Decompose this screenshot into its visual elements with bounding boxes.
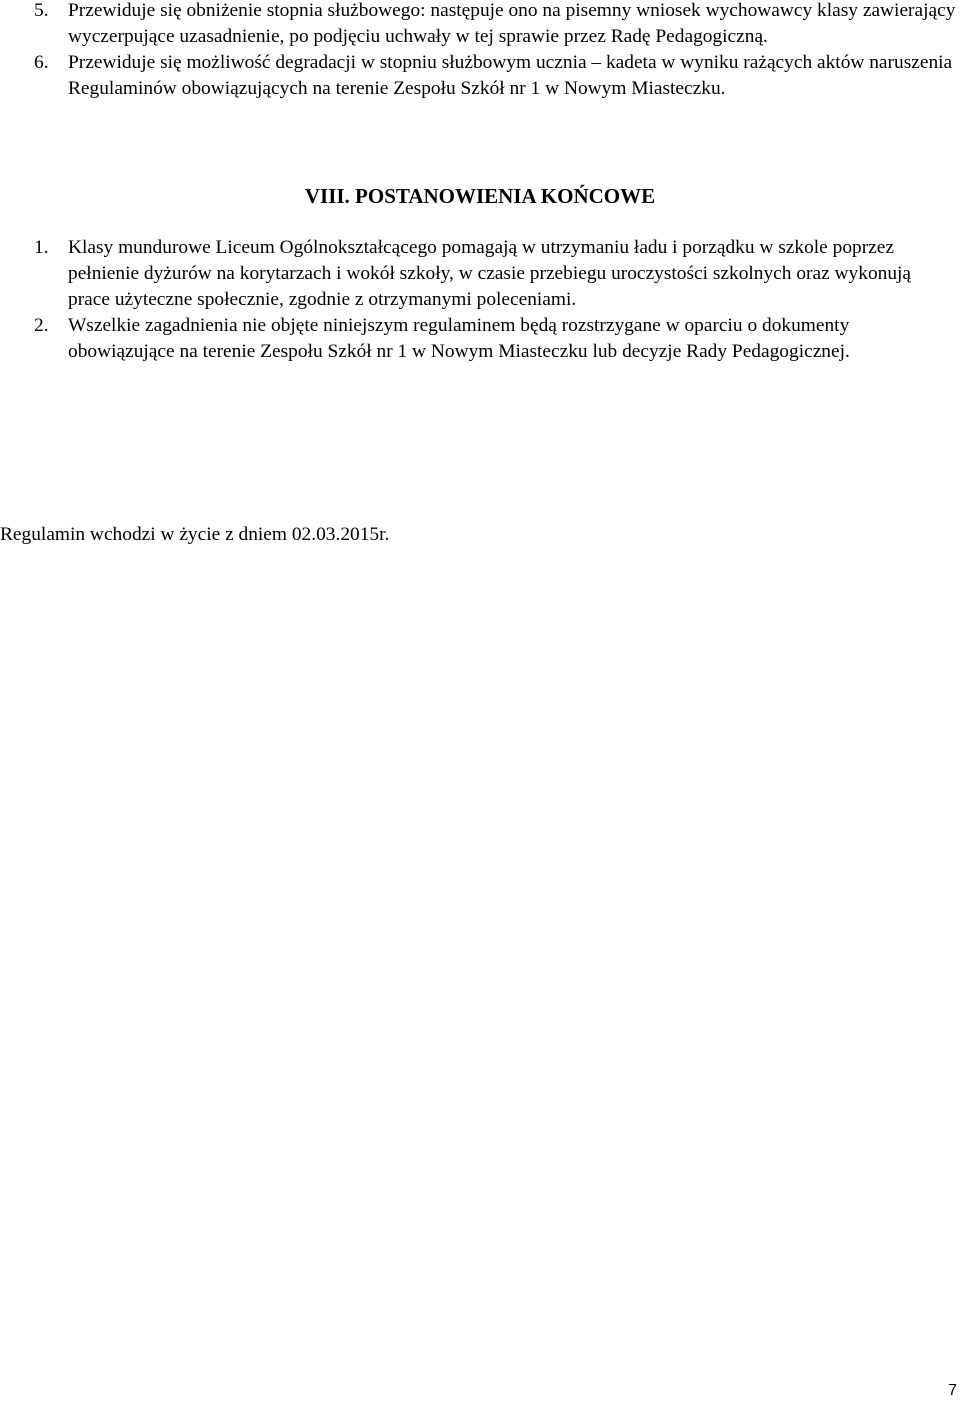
item-text: Wszelkie zagadnienia nie objęte niniejszym regulaminem będą rozstrzygane w oparciu o dokumenty obowiązujące na terenie Zespołu Szkół nr 1 w Nowym Miasteczku lub decyzje Rady Pedagogicznej. xyxy=(68,315,850,362)
page-number: 7 xyxy=(948,1382,957,1399)
item-number: 5. xyxy=(34,0,49,21)
final-provisions-list xyxy=(0,235,960,365)
item-text: Przewiduje się obniżenie stopnia służbowego: następuje ono na pisemny wniosek wychowawcy klasy zawierający wyczerpujące uzasadnienie, po podjęciu uchwały w tej sprawie przez Radę Pedagogiczną. xyxy=(68,0,956,47)
list-item xyxy=(0,235,960,313)
item-number: 1. xyxy=(34,237,49,258)
list-item xyxy=(0,0,960,50)
list-item xyxy=(0,313,960,365)
section-heading-text: VIII. POSTANOWIENIA KOŃCOWE xyxy=(304,184,656,208)
previous-section-list xyxy=(0,0,960,102)
item-number: 2. xyxy=(34,315,49,336)
item-text: Przewiduje się możliwość degradacji w stopniu służbowym ucznia – kadeta w wyniku rażących aktów naruszenia Regulaminów obowiązujących na terenie Zespołu Szkół nr 1 w Nowym Miasteczku. xyxy=(68,52,953,99)
list-item xyxy=(0,50,960,102)
effective-date-statement: Regulamin wchodzi w życie z dniem 02.03.2015r. xyxy=(0,524,390,545)
item-text: Klasy mundurowe Liceum Ogólnokształcącego pomagają w utrzymaniu ładu i porządku w szkole poprzez pełnienie dyżurów na korytarzach i wokół szkoły, w czasie przebiegu uroczystości szkolnych oraz wykonują prace użyteczne społecznie, zgodnie z otrzymanymi poleceniami. xyxy=(68,237,912,310)
section-heading xyxy=(0,182,960,210)
item-number: 6. xyxy=(34,52,49,73)
